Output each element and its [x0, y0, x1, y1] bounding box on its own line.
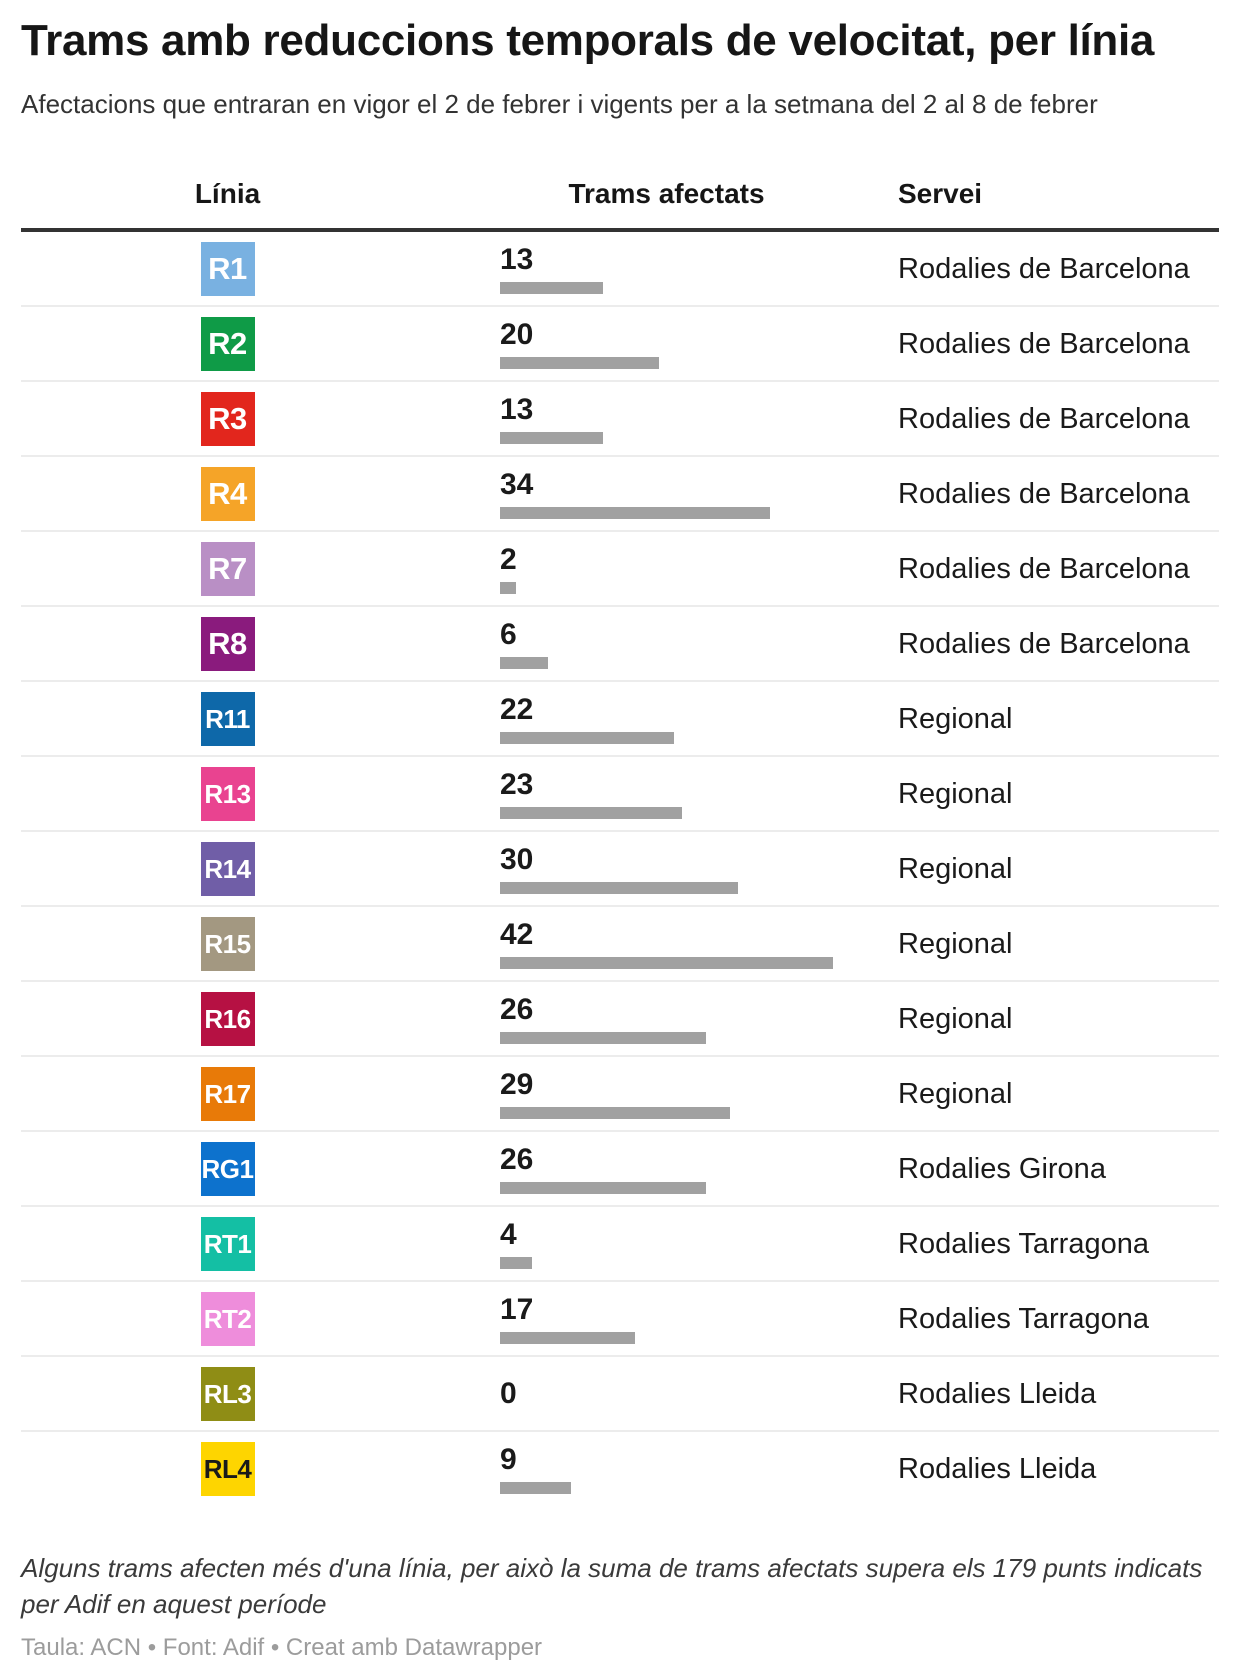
line-badge: RL4 — [201, 1442, 255, 1496]
table-row — [21, 607, 1219, 682]
service-cell: Regional — [898, 777, 1013, 810]
line-badge: R8 — [201, 617, 255, 671]
footnote: Alguns trams afecten més d'una línia, per això la suma de trams afectats supera els 179 punts indicats per Adif en aquest període — [21, 1553, 1203, 1620]
service-cell: Rodalies de Barcelona — [898, 627, 1190, 660]
trams-value-group — [500, 544, 833, 594]
line-cell — [21, 1367, 434, 1421]
table-row — [21, 1357, 1219, 1432]
trams-value-group — [500, 844, 833, 894]
line-badge: RT2 — [201, 1292, 255, 1346]
trams-cell — [434, 1378, 877, 1410]
trams-value-group — [500, 1219, 833, 1269]
trams-bar — [500, 1182, 706, 1194]
trams-value-group — [500, 469, 833, 519]
trams-bar — [500, 1482, 571, 1494]
column-header-linia: Línia — [194, 178, 261, 210]
service-cell: Rodalies Tarragona — [898, 1227, 1149, 1260]
trams-cell — [434, 244, 877, 294]
trams-value-group — [500, 994, 833, 1044]
trams-cell — [434, 619, 877, 669]
service-cell: Rodalies Girona — [898, 1152, 1106, 1185]
trams-bar — [500, 732, 674, 744]
line-badge: R3 — [201, 392, 255, 446]
service-cell: Regional — [898, 702, 1013, 735]
trams-cell — [434, 1144, 877, 1194]
line-badge: R13 — [201, 767, 255, 821]
trams-value: 4 — [500, 1217, 517, 1251]
trams-value: 29 — [500, 1067, 534, 1101]
trams-value: 42 — [500, 917, 534, 951]
line-cell — [21, 1442, 434, 1496]
line-badge: RG1 — [201, 1142, 255, 1196]
trams-value-group — [500, 1294, 833, 1344]
trams-value-group — [500, 394, 833, 444]
column-header-trams-cell — [434, 178, 877, 210]
trams-bar — [500, 282, 603, 294]
trams-cell — [434, 994, 877, 1044]
line-cell — [21, 242, 434, 296]
table-row — [21, 457, 1219, 532]
trams-value-group — [500, 1378, 833, 1410]
trams-value: 0 — [500, 1376, 517, 1410]
trams-bar — [500, 657, 548, 669]
service-cell: Regional — [898, 1002, 1013, 1035]
service-cell: Regional — [898, 852, 1013, 885]
table-row — [21, 1132, 1219, 1207]
table-row — [21, 1432, 1219, 1505]
line-badge: RL3 — [201, 1367, 255, 1421]
trams-cell — [434, 469, 877, 519]
trams-value: 13 — [500, 392, 534, 426]
column-header-trams-afectats: Trams afectats — [568, 178, 765, 210]
line-cell — [21, 1217, 434, 1271]
page-title: Trams amb reduccions temporals de velocitat, per línia — [21, 16, 1155, 65]
line-cell — [21, 692, 434, 746]
line-cell — [21, 1292, 434, 1346]
trams-value: 22 — [500, 692, 534, 726]
line-badge: RT1 — [201, 1217, 255, 1271]
trams-value: 13 — [500, 242, 534, 276]
table-row — [21, 907, 1219, 982]
table-body — [21, 232, 1219, 1505]
trams-value-group — [500, 769, 833, 819]
table-row — [21, 1057, 1219, 1132]
trams-cell — [434, 1069, 877, 1119]
trams-value: 20 — [500, 317, 534, 351]
trams-bar — [500, 1257, 532, 1269]
trams-value-group — [500, 919, 833, 969]
service-cell: Rodalies Lleida — [898, 1452, 1097, 1485]
trams-value: 9 — [500, 1442, 517, 1476]
table-row — [21, 232, 1219, 307]
trams-cell — [434, 319, 877, 369]
line-cell — [21, 542, 434, 596]
table-row — [21, 307, 1219, 382]
trams-bar — [500, 432, 603, 444]
table-row — [21, 1207, 1219, 1282]
line-cell — [21, 917, 434, 971]
line-badge: R7 — [201, 542, 255, 596]
trams-cell — [434, 844, 877, 894]
line-cell — [21, 1067, 434, 1121]
trams-value-group — [500, 1069, 833, 1119]
line-badge: R4 — [201, 467, 255, 521]
line-cell — [21, 992, 434, 1046]
service-cell: Rodalies de Barcelona — [898, 327, 1190, 360]
trams-value: 23 — [500, 767, 534, 801]
service-cell: Rodalies Tarragona — [898, 1302, 1149, 1335]
service-cell: Regional — [898, 1077, 1013, 1110]
table-row — [21, 757, 1219, 832]
trams-value-group — [500, 1144, 833, 1194]
trams-value: 34 — [500, 467, 534, 501]
table-row — [21, 982, 1219, 1057]
line-cell — [21, 617, 434, 671]
line-cell — [21, 467, 434, 521]
service-cell: Rodalies de Barcelona — [898, 552, 1190, 585]
trams-value-group — [500, 694, 833, 744]
trams-value: 2 — [500, 542, 517, 576]
column-header-servei: Servei — [898, 178, 983, 210]
trams-bar — [500, 357, 659, 369]
trams-bar — [500, 582, 516, 594]
trams-bar — [500, 882, 738, 894]
table-row — [21, 1282, 1219, 1357]
table-header-row — [21, 178, 1219, 232]
trams-cell — [434, 694, 877, 744]
service-cell: Rodalies de Barcelona — [898, 477, 1190, 510]
line-badge: R14 — [201, 842, 255, 896]
trams-cell — [434, 1294, 877, 1344]
service-cell: Regional — [898, 927, 1013, 960]
trams-value: 30 — [500, 842, 534, 876]
trams-value-group — [500, 619, 833, 669]
table-row — [21, 682, 1219, 757]
line-badge: R15 — [201, 917, 255, 971]
trams-value: 26 — [500, 1142, 534, 1176]
trams-value: 26 — [500, 992, 534, 1026]
line-cell — [21, 317, 434, 371]
table-row — [21, 832, 1219, 907]
line-badge: R1 — [201, 242, 255, 296]
table-row — [21, 382, 1219, 457]
table-row — [21, 532, 1219, 607]
trams-cell — [434, 919, 877, 969]
service-cell: Rodalies de Barcelona — [898, 252, 1190, 285]
line-badge: R16 — [201, 992, 255, 1046]
trams-cell — [434, 769, 877, 819]
page-subtitle: Afectacions que entraran en vigor el 2 de febrer i vigents per a la setmana del 2 al 8 de febrer — [21, 89, 1098, 120]
trams-value-group — [500, 1444, 833, 1494]
trams-bar — [500, 1032, 706, 1044]
trams-value: 6 — [500, 617, 517, 651]
trams-value: 17 — [500, 1292, 534, 1326]
service-cell: Rodalies Lleida — [898, 1377, 1097, 1410]
trams-bar — [500, 957, 833, 969]
line-cell — [21, 1142, 434, 1196]
service-cell: Rodalies de Barcelona — [898, 402, 1190, 435]
trams-cell — [434, 394, 877, 444]
trams-cell — [434, 1444, 877, 1494]
trams-bar — [500, 807, 682, 819]
trams-bar — [500, 507, 770, 519]
trams-bar — [500, 1332, 635, 1344]
trams-cell — [434, 544, 877, 594]
trams-value-group — [500, 244, 833, 294]
credits-line: Taula: ACN • Font: Adif • Creat amb Datawrapper — [21, 1634, 543, 1662]
trams-bar — [500, 1107, 730, 1119]
line-cell — [21, 392, 434, 446]
line-badge: R11 — [201, 692, 255, 746]
trams-cell — [434, 1219, 877, 1269]
trams-value-group — [500, 319, 833, 369]
line-badge: R2 — [201, 317, 255, 371]
line-cell — [21, 842, 434, 896]
line-badge: R17 — [201, 1067, 255, 1121]
line-cell — [21, 767, 434, 821]
